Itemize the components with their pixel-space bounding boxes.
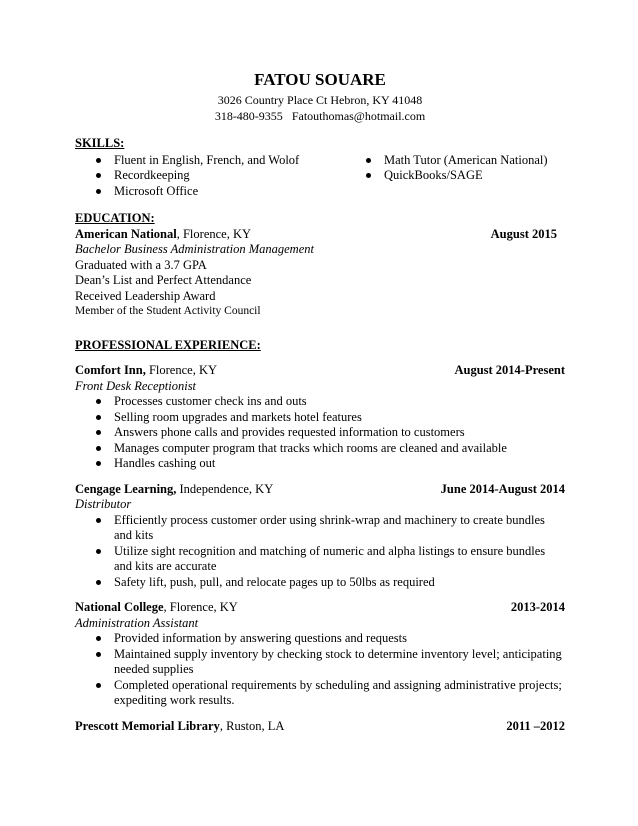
education-detail: Member of the Student Activity Council [75, 305, 261, 317]
employer-name: Prescott Memorial Library [75, 718, 220, 733]
skill-item: Fluent in English, French, and Wolof [95, 153, 365, 169]
job-dates: 2013-2014 [510, 600, 565, 614]
experience-heading: PROFESSIONAL EXPERIENCE: [75, 337, 261, 352]
skills-section [75, 136, 565, 199]
education-heading: EDUCATION: [75, 211, 155, 225]
duty-item: Completed operational requirements by scheduling and assigning administrative projects; expediting work results. [95, 678, 565, 709]
duty-item: Utilize sight recognition and matching of numeric and alpha listings to ensure bundles and kits are accurate [95, 544, 565, 575]
skills-heading: SKILLS: [75, 136, 125, 150]
graduation-date: August 2015 [490, 226, 557, 241]
school-location: , Florence, KY [176, 226, 252, 241]
duty-item: Handles cashing out [95, 456, 565, 472]
job-duties [95, 513, 565, 591]
duty-item: Maintained supply inventory by checking stock to determine inventory level; anticipating needed supplies [95, 647, 565, 678]
skill-item: Recordkeeping [95, 168, 365, 184]
education-detail: Graduated with a 3.7 GPA [75, 257, 207, 272]
duty-item: Answers phone calls and provides requested information to customers [95, 425, 565, 441]
job-entry [75, 600, 565, 709]
job-entry [75, 363, 565, 472]
employer-location: Independence, KY [176, 481, 274, 496]
applicant-name: FATOU SOUARE [254, 70, 386, 89]
address-line: 3026 Country Place Ct Hebron, KY 41048 [217, 93, 423, 107]
degree: Bachelor Business Administration Management [75, 242, 314, 256]
employer-name: Cengage Learning, [75, 481, 177, 496]
duty-item: Selling room upgrades and markets hotel features [95, 410, 565, 426]
employer-name: National College [75, 600, 164, 614]
employer-name: Comfort Inn, [75, 363, 146, 377]
email-address: Fatouthomas@hotmail.com [291, 109, 426, 123]
job-title: Front Desk Receptionist [75, 378, 197, 393]
school-name: American National [75, 226, 177, 241]
job-dates: 2011 –2012 [506, 718, 565, 733]
duty-item: Efficiently process customer order using shrink-wrap and machinery to create bundles and kits [95, 513, 565, 544]
education-detail: Received Leadership Award [75, 288, 216, 303]
job-dates: August 2014-Present [454, 363, 565, 377]
skill-item: Math Tutor (American National) [365, 153, 565, 169]
contact-line [75, 108, 565, 124]
employer-location: Florence, KY [145, 363, 218, 377]
education-section [75, 211, 565, 320]
skill-item: QuickBooks/SAGE [365, 168, 565, 184]
job-title: Administration Assistant [75, 615, 199, 630]
duty-item: Manages computer program that tracks which rooms are cleaned and available [95, 441, 565, 457]
job-duties [95, 394, 565, 472]
phone-number: 318-480-9355 [214, 109, 283, 123]
job-entry [75, 719, 565, 735]
resume-page [75, 70, 565, 734]
skills-list-left [95, 153, 365, 200]
education-header-row [75, 227, 565, 243]
skill-item: Microsoft Office [95, 184, 365, 200]
duty-item: Safety lift, push, pull, and relocate pages up to 50lbs as required [95, 575, 565, 591]
skills-list-right [365, 153, 565, 200]
duty-item: Provided information by answering questions and requests [95, 631, 565, 647]
duty-item: Processes customer check ins and outs [95, 394, 565, 410]
employer-location: , Florence, KY [163, 600, 238, 614]
job-entry [75, 482, 565, 591]
job-dates: June 2014-August 2014 [440, 481, 565, 496]
education-detail: Dean’s List and Perfect Attendance [75, 273, 252, 287]
job-duties [95, 631, 565, 709]
job-title: Distributor [75, 497, 132, 511]
employer-location: , Ruston, LA [219, 718, 285, 733]
experience-section [75, 338, 565, 735]
